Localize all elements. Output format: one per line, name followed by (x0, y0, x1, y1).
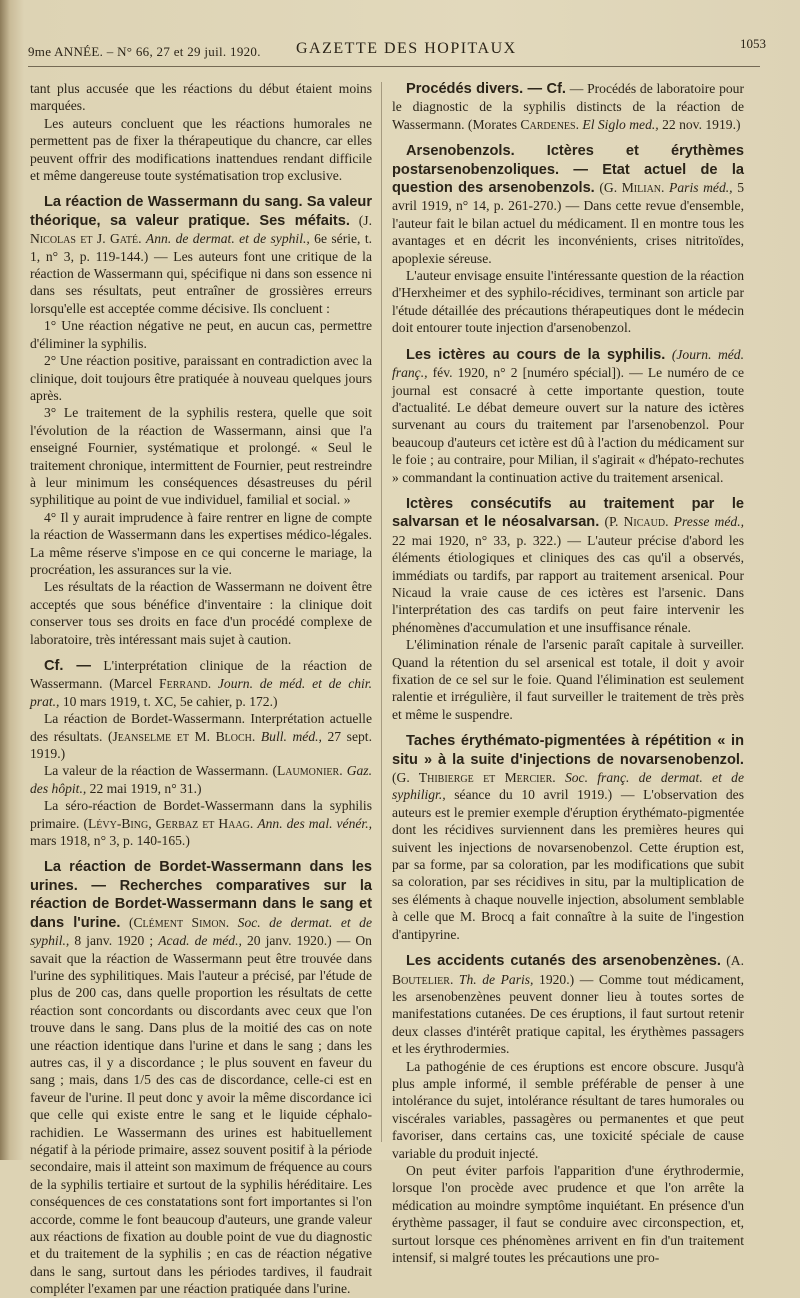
article-body-paragraph: On peut éviter parfois l'apparition d'une érythrodermie, lorsque l'on procède avec prudence et que l'on arrête la médication au moindre symptôme inquiétant. En présence d'un érythème passager, il faut se conduire avec circonspection, et, surtout lorsque ces phénomènes arrivent en fin d'un traitement intensif, si malgré toutes les précautions une pro- (392, 1162, 744, 1265)
cf-reference-2: La réaction de Bordet-Wassermann. Interprétation actuelle des résultats. (Jeanselme et M. Bloch. Bull. méd., 27 sept. 1919.) (30, 711, 372, 762)
article-icteres-salvarsan: Ictères consécutifs au traitement par le salvarsan et le néosalvarsan. (P. Nicaud. Presse méd., 22 mai 1920, n° 33, p. 322.) — L'auteur précise d'abord les éléments étiologiques et cliniques des cas qu'il a observés, immédiats ou tardifs, par rapport au traitement arsenical. Pour Nicaud la vraie cause de ces ictères est l'arsenic. Dans l'interprétation des cas tardifs on peut faire intervenir les phénomènes d'accumulation et une insuffisance rénale. (392, 495, 744, 635)
cf-reference-4: La séro-réaction de Bordet-Wassermann dans la syphilis primaire. (Lévy-Bing, Gerbaz et Haag. Ann. des mal. vénér., mars 1918, n° 3, p. 140-165.) (30, 798, 372, 849)
article-source: Soc. de dermat. et de syphil., (30, 914, 372, 949)
article-source: Paris méd., (669, 180, 733, 196)
reference-source: Ann. des mal. vénér., (257, 815, 372, 831)
article-author: (A. Boutelier. (392, 953, 744, 987)
article-author: (G. Thibierge et Mercier. (392, 770, 556, 786)
article-wassermann-sang (30, 193, 372, 317)
intro-paragraph: tant plus accusée que les réactions du début étaient moins marquées. (30, 81, 372, 114)
article-author: (J. Nicolas et J. Gaté. (30, 212, 372, 247)
conclusion-point-4: 4° Il y aurait imprudence à faire rentrer en ligne de compte la réaction de Wassermann dans les expertises médico-légales. La même réserve s'impose en ce qui concerne le mariage, la procréation, les assurances sur la vie. (30, 509, 372, 577)
left-column (30, 80, 372, 1298)
reference-author: Laumonier. (277, 763, 343, 779)
cf-label: Cf. — (44, 658, 92, 674)
article-title: Les ictères au cours de la syphilis. (406, 346, 666, 363)
article-body-paragraph: La pathogénie de ces éruptions est encore obscure. Jusqu'à plus ample informé, il semble préférable de penser à une intolérance du sujet, intolérance résultant de tares humorales ou viscérales variables, passagères ou permanentes et que peut favoriser, dans certains cas, une toxicité spéciale de cause variable du produit injecté. (392, 1058, 744, 1161)
reference-source: Journ. de méd. et de chir. prat., (30, 676, 372, 709)
article-procedes-divers: Procédés divers. — Cf. — Procédés de laboratoire pour le diagnostic de la syphilis distincts de la réaction de Wassermann. (Morates Cardenes. El Siglo med., 22 nov. 1919.) (392, 81, 744, 132)
article-taches-erythemato: Taches érythémato-pigmentées à répétition « in situ » à la suite d'injections de novarsenobenzol. (G. Thibierge et Mercier. Soc. franç. de dermat. et de syphiligr., séance du 10 avril 1919.) — L'observation des auteurs est le premier exemple d'éruption érythémato-pigmentée dont les récidives surviennent dans les premières heures qui suivent les injections de novarsenobenzol. Cette éruption est, par sa forme, par sa coloration, par les modifications que subit sa coloration, par ses récidives in situ, par la multiplication de ses éléments à chaque nouvelle injection, absolument semblable à celle que M. Brocq a fait connaître à la suite de l'ingestion d'antipyrine. (392, 733, 745, 942)
conclusion-point-3: 3° Le traitement de la syphilis restera, quelle que soit l'évolution de la réaction de Wassermann, ainsi que l'a enseigné Fournier, systématique et prolongé. « Seul le traitement chronique, intermittent de Fournier, peut restreindre à leur minimum les conséquences désastreuses du péril syphilitique au point de vue individuel, familial et social. » (30, 405, 372, 508)
issue-info: 9me ANNÉE. – N° 66, 27 et 29 juil. 1920. (28, 44, 261, 59)
article-body-paragraph: Les résultats de la réaction de Wassermann ne doivent être acceptés que sous bénéfice d'inventaire : la clinique doit conserver tous ses droits en face d'un procédé complexe de laboratoire, très intéressant mais sujet à caution. (30, 579, 372, 647)
article-source: Th. de Paris, (458, 971, 534, 987)
reference-source: Gaz. des hôpit., (30, 763, 372, 796)
right-column (392, 80, 744, 1266)
article-title: La réaction de Wassermann du sang. Sa valeur théorique, sa valeur pratique. Ses méfaits. (30, 194, 372, 229)
conclusion-point-1: 1° Une réaction négative ne peut, en aucun cas, permettre d'éliminer la syphilis. (30, 318, 372, 351)
page-header (20, 36, 766, 66)
article-title: Ictères consécutifs au traitement par le salvarsan et le néosalvarsan. (392, 495, 744, 531)
article-icteres-syphilis: Les ictères au cours de la syphilis. (Journ. méd. franç., fév. 1920, n° 2 [numéro spécial]). — Le numéro de ce journal est consacré à cette importante question, toute d'actualité. Le débat demeure ouvert sur la nature des ictères survenant au cours du traitement par l'arsenobenzol. Pour beaucoup d'auteurs cet ictère est dû à l'action du médicament sur le foie ; au contraire, pour Milian, il s'agirait « d'hépato-rechutes » commandant la continuation active du traitement arsenical. (392, 346, 745, 485)
article-title: Procédés divers. — Cf. (406, 81, 566, 97)
article-title: Arsenobenzols. Ictères et érythèmes postarsenobenzoliques. — Etat actuel de la question des arsenobenzols. (392, 143, 744, 197)
reference-author: Lévy-Bing, Gerbaz et Haag. (87, 815, 254, 831)
article-author: (P. Nicaud. (604, 514, 669, 530)
reference-author: Jeanselme et M. Bloch. (112, 728, 256, 744)
article-accidents-cutanes: Les accidents cutanés des arsenobenzènes. (A. Boutelier. Th. de Paris, 1920.) — Comme tout médicament, les arsenobenzènes peuvent donner lieu à toutes sortes de manifestations cutanées. De ces éruptions, il faut surtout retenir deux classes d'intérêt pratique capital, les érythèmes passagers et les érythrodermies. (392, 953, 744, 1057)
article-arsenobenzols: Arsenobenzols. Ictères et érythèmes postarsenobenzoliques. — Etat actuel de la question des arsenobenzols. (G. Milian. Paris méd., 5 avril 1919, n° 14, p. 261-270.) — Dans cette revue d'ensemble, l'auteur fait le bilan actuel du médicament. Il en montre tous les avantages et en décrit les inconvénients, crises nitritoïdes, apoplexie séreuse. (392, 143, 744, 266)
article-body: — Le numéro de ce journal est consacré à cette importante question, toute d'actualité. Le débat demeure ouvert sur la nature des ictères survenant au cours du traitement par l'arsenobenzol. Pour beaucoup d'auteurs cet ictère est dû à l'action du médicament sur le foie ; au contraire, pour Milian, il s'agirait « d'hépato-rechutes » commandant la continuation active du traitement arsenical. (392, 365, 745, 485)
article-wassermann-urines: La réaction de Bordet-Wassermann dans les urines. — Recherches comparatives sur la réaction de Bordet-Wassermann dans le sang et dans l'urine. (Clément Simon. Soc. de dermat. et de syphil., 8 janv. 1920 ; Acad. de méd., 20 janv. 1920.) — On savait que la réaction de Wassermann peut être trouvée dans l'urine des syphilitiques. Mais l'auteur a précisé, par l'étude de plus de 200 cas, dans quelle proportion les résultats de cette réaction sont concordants ou discordants avec ceux que l'on trouve dans le sang. Dans plus de la moitié des cas on note une réaction identique dans l'urine et dans le sang ; dans les autres cas, il y a discordance ; le plus souvent en faveur du sang ; mais, dans 1/5 des cas de discordance, celle-ci est en faveur de l'urine. Il peut donc y avoir la même discordance ici que celle qui existe entre le sang et le liquide céphalo-rachidien. Le Wassermann des urines est habituellement négatif à la période primaire, assez souvent positif à la période secondaire, mais il atteint son maximum de fréquence au cours de la syphilis tertiaire et surtout de la syphilis héréditaire. Les conséquences de ces constatations sont fort importantes si l'on accorde, comme le font beaucoup d'auteurs, une grande valeur aux réactions de fixation au double point de vue du diagnostic et du traitement de la syphilis ; en cas de réaction négative dans le sang, surtout dans les périodes tardives, il faudrait compléter l'examen par une réaction pratiquée dans l'urine. (30, 859, 372, 1297)
article-title: Taches érythémato-pigmentées à répétition « in situ » à la suite d'injections de novarsenobenzol. (392, 733, 744, 768)
article-reference: 6e série, t. 1, n° 3, p. 119-144.) (30, 231, 372, 264)
article-author: Cardenes. (520, 116, 579, 132)
conclusion-point-2: 2° Une réaction positive, paraissant en contradiction avec la clinique, doit toujours être pratiquée à nouveau quelques jours après. (30, 353, 372, 403)
article-author: (G. Milian. (599, 180, 665, 196)
column-divider (381, 82, 382, 1142)
cf-reference-1: Cf. — L'interprétation clinique de la réaction de Wassermann. (Marcel Ferrand. Journ. de méd. et de chir. prat., 10 mars 1919, t. XC, 5e cahier, p. 172.) (30, 658, 372, 709)
reference-author: Ferrand. (159, 676, 212, 692)
reference-source: Bull. méd., (260, 728, 322, 744)
article-title: La réaction de Bordet-Wassermann dans les urines. — Recherches comparatives sur la réaction de Bordet-Wassermann dans le sang et dans l'urine. (30, 859, 372, 931)
article-body-paragraph: L'élimination rénale de l'arsenic paraît capitale à surveiller. Quand la rétention du sel arsenical est totale, il doit y avoir fixation de ce sel sur le foie. Quand l'élimination est seulement ralentie et irrégulière, il faut surveiller le traitement de très près et même le suspendre. (392, 637, 744, 722)
publication-title: GAZETTE DES HOPITAUX (296, 40, 517, 57)
article-source: Ann. de dermat. et de syphil., (145, 231, 310, 247)
cf-reference-3: La valeur de la réaction de Wassermann. (Laumonier. Gaz. des hôpit., 22 mai 1919, n° 31.) (30, 763, 372, 796)
article-author: (Clément Simon. (128, 914, 230, 930)
article-source: El Siglo med., (582, 116, 659, 132)
conclusion-paragraph: Les auteurs concluent que les réactions humorales ne permettent pas de fixer la thérapeutique du chancre, car elles peuvent offrir des modifications inattendues rendant difficile et même dangereuse toute systématisation trop exclusive. (30, 115, 372, 184)
article-body: — On savait que la réaction de Wassermann peut être trouvée dans l'urine des syphilitiques. Mais l'auteur a précisé, par l'étude de plus de 200 cas, dans quelle proportion les résultats de cette réaction sont concordants ou discordants avec ceux que l'on trouve dans le sang. Dans plus de la moitié des cas on note une réaction identique dans l'urine et dans le sang ; dans les autres cas, il y a discordance ; le plus souvent en faveur du sang ; mais, dans 1/5 des cas de discordance, celle-ci est en faveur de l'urine. Il peut donc y avoir la même discordance ici que celle qui existe entre le sang et le liquide céphalo-rachidien. Le Wassermann des urines est habituellement négatif à la période primaire, assez souvent positif à la période secondaire, mais il atteint son maximum de fréquence au cours de la syphilis tertiaire et surtout de la syphilis héréditaire. Les conséquences de ces constatations sont fort importantes si l'on accorde, comme le font beaucoup d'auteurs, une grande valeur aux réactions de fixation au double point de vue du diagnostic et du traitement de la syphilis ; en cas de réaction négative dans le sang, surtout dans les périodes tardives, il faudrait compléter l'examen par une réaction pratiquée dans l'urine. (30, 933, 372, 1297)
article-body: — L'auteur précise d'abord les éléments étiologiques et cliniques des cas qu'il a observés, immédiats ou tardifs, par rapport au traitement arsenical. Pour Nicaud la vraie cause de ces ictères est l'arsenic. Dans l'interprétation des cas tardifs on peut faire intervenir les phénomènes d'accumulation et une insuffisance rénale. (392, 532, 744, 635)
header-rule (28, 66, 760, 67)
page-number: 1053 (740, 36, 766, 51)
article-body: — Les auteurs font une critique de la réaction de Wassermann qui, spécifique ni dans son essence ni dans ses résultats, peut entraîner de grossières erreurs lorsqu'elle est acceptée comme décisive. Ils concluent : (30, 248, 372, 316)
article-source: Presse méd., (673, 514, 744, 530)
article-body-paragraph: L'auteur envisage ensuite l'intéressante question de la réaction d'Herxheimer et des syphilo-récidives, terminant son article par l'étude détaillée des précautions thérapeutiques dont le médecin doit entourer toute injection d'arsenobenzol. (392, 268, 744, 336)
article-source: (Journ. méd. franç., (392, 346, 745, 381)
article-source: Acad. de méd., (158, 933, 242, 949)
article-body: — L'observation des auteurs est le premier exemple d'éruption érythémato-pigmentée dont les récidives surviennent dans les premières heures qui suivent les injections de novarsenobenzol. Cette éruption est, par sa forme, par sa coloration, par les modifications que subit sa coloration, par ses récidives in situ, par la multiplication de ses éléments à chaque nouvelle injection, absolument semblable à celle que M. Brocq a fait connaître à la suite de l'ingestion d'antipyrine. (392, 787, 745, 942)
article-body: — Comme tout médicament, les arsenobenzènes peuvent donner lieu à toutes sortes de manifestations cutanées. De ces éruptions, il faut surtout retenir deux classes d'intérêt pratique capital, les érythèmes passagers et les érythrodermies. (392, 971, 744, 1057)
article-body: — Dans cette revue d'ensemble, l'auteur fait le bilan actuel du médicament. Il en montre tous les avantages et en décrit les inconvénients, crises nitritoïdes, apoplexie séreuse. (392, 198, 744, 266)
article-title: Les accidents cutanés des arsenobenzènes. (406, 953, 721, 970)
article-source: Soc. franç. de dermat. et de syphiligr., (392, 770, 744, 803)
